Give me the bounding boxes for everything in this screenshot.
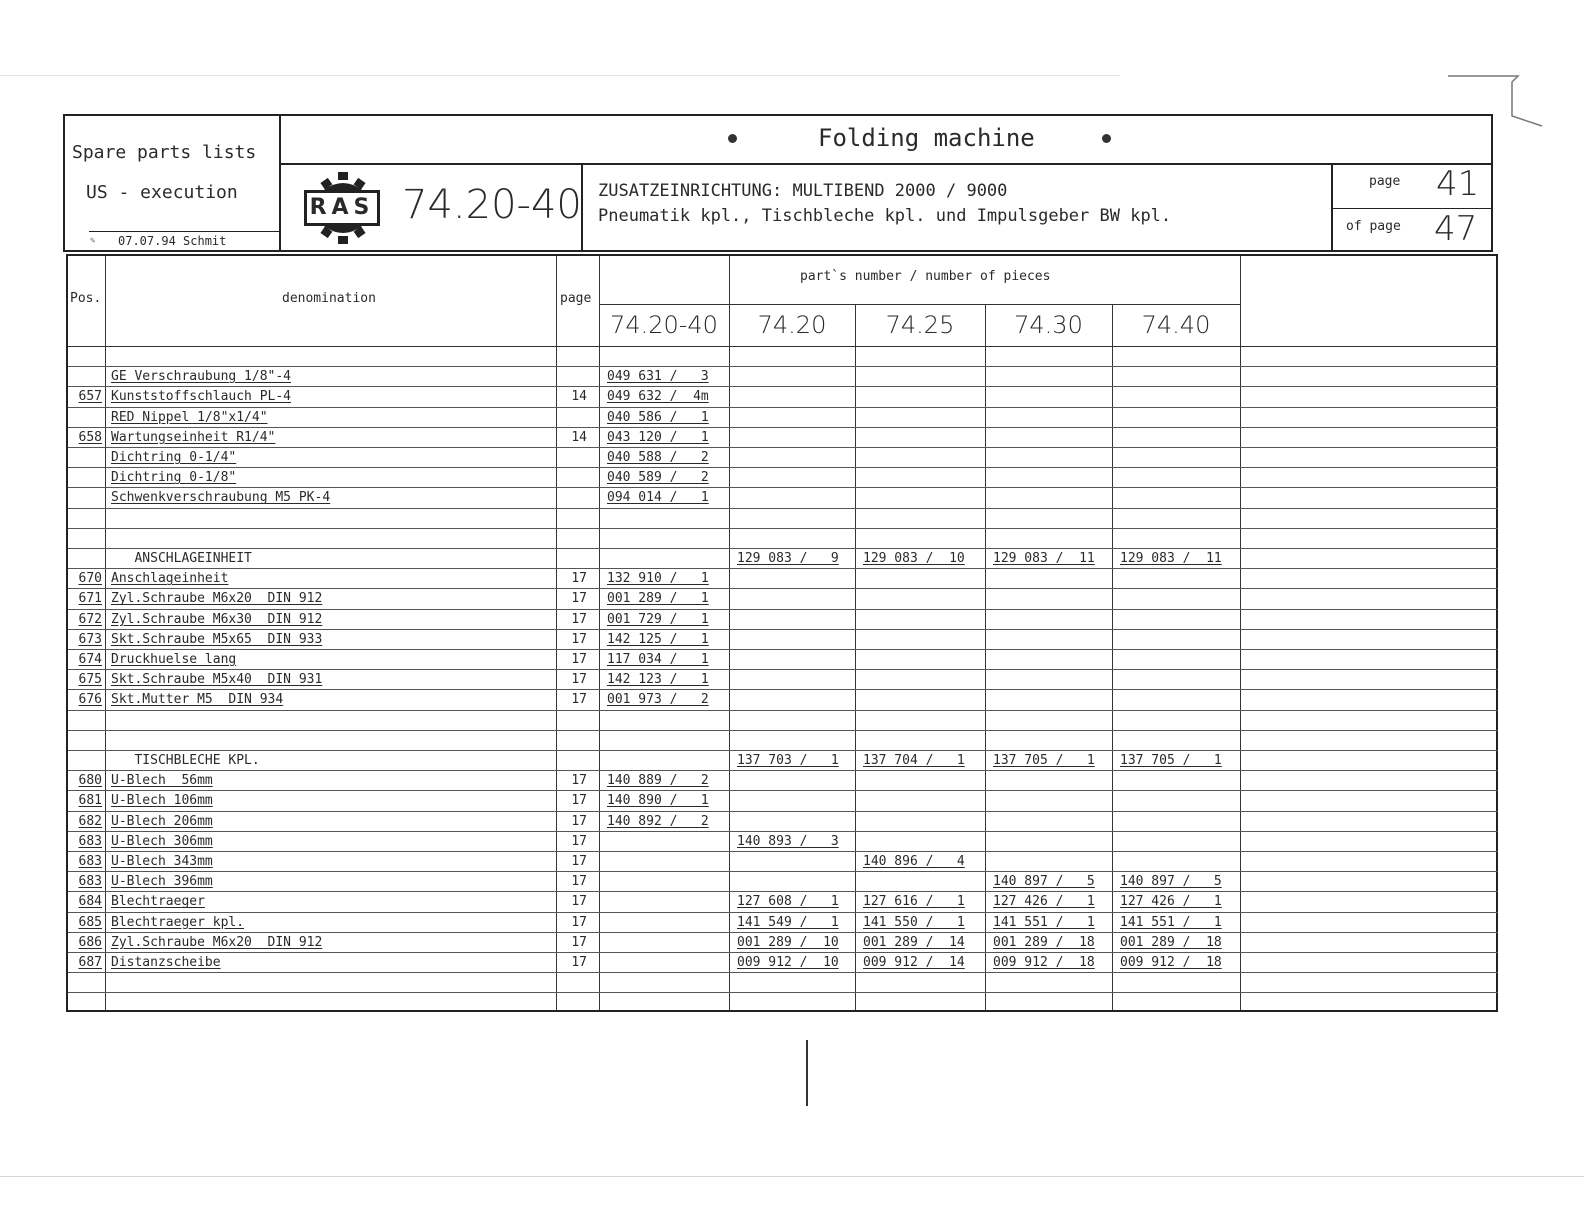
- table-row: [68, 366, 1498, 367]
- scan-artifact-line: [0, 1176, 1584, 1177]
- table-row: [68, 508, 1498, 509]
- table-row: [68, 831, 1498, 832]
- cell-part-number: 141 551 / 1: [993, 914, 1095, 930]
- cell-part-number: 140 897 / 5: [1120, 874, 1222, 890]
- bullet-icon: [728, 134, 737, 143]
- of-page-value: 47: [1434, 209, 1478, 249]
- cell-part-number: 137 704 / 1: [863, 753, 965, 768]
- cell-pos: 686: [78, 934, 102, 950]
- cell-part-number: 049 632 / 4m: [607, 389, 709, 405]
- cell-pos: 674: [78, 652, 102, 667]
- scan-mark: [806, 1040, 808, 1106]
- variant-header: 74.40: [1141, 311, 1211, 339]
- cell-denomination: Zyl.Schraube M6x20 DIN 912: [111, 591, 323, 607]
- cell-pos: 682: [78, 813, 102, 829]
- cell-part-number: 141 551 / 1: [1120, 914, 1222, 930]
- cell-denomination: Blechtraeger kpl.: [111, 914, 245, 930]
- table-row: [68, 851, 1498, 852]
- cell-denomination: TISCHBLECHE KPL.: [111, 753, 260, 768]
- cell-denomination: Dichtring 0-1/8": [111, 470, 237, 486]
- table-row: [68, 609, 1498, 610]
- of-page-label: of page: [1346, 219, 1401, 234]
- page-label: page: [1369, 174, 1401, 189]
- cell-denomination: Schwenkverschraubung M5 PK-4: [111, 490, 331, 506]
- cell-pos: 687: [78, 955, 102, 970]
- cell-part-number: 140 892 / 2: [607, 813, 709, 829]
- variant-header: 74.20-40: [610, 311, 718, 339]
- table-row: [68, 790, 1498, 791]
- cell-part-number: 009 912 / 18: [1120, 955, 1222, 970]
- cell-part-number: 117 034 / 1: [607, 652, 709, 667]
- cell-denomination: U-Blech 106mm: [111, 793, 213, 809]
- cell-part-number: 094 014 / 1: [607, 490, 709, 506]
- variant-header: 74.25: [885, 311, 955, 339]
- cell-part-number: 009 912 / 18: [993, 955, 1095, 970]
- ras-logo: RAS: [304, 190, 380, 226]
- parts-table: [66, 254, 1498, 1012]
- cell-part-number: 001 289 / 18: [993, 934, 1095, 950]
- cell-denomination: U-Blech 56mm: [111, 773, 213, 789]
- cell-pos: 671: [78, 591, 102, 607]
- cell-pos: 683: [78, 833, 102, 849]
- cell-denomination: Wartungseinheit R1/4": [111, 429, 276, 445]
- cell-part-number: 127 426 / 1: [1120, 894, 1222, 910]
- cell-part-number: 132 910 / 1: [607, 571, 709, 587]
- table-col-divider: [599, 256, 600, 1010]
- cell-page: 17: [571, 874, 587, 890]
- table-row: [68, 528, 1498, 529]
- cell-part-number: 140 890 / 1: [607, 793, 709, 809]
- cell-pos: 675: [78, 672, 102, 688]
- table-row: [68, 891, 1498, 892]
- table-row: [68, 992, 1498, 993]
- cell-part-number: 137 705 / 1: [993, 753, 1095, 768]
- col-header-page: page: [560, 291, 592, 306]
- cell-part-number: 009 912 / 14: [863, 955, 965, 970]
- cell-part-number: 127 616 / 1: [863, 894, 965, 910]
- cell-part-number: 001 729 / 1: [607, 611, 709, 627]
- cell-pos: 681: [78, 793, 102, 809]
- table-row: [68, 629, 1498, 630]
- cell-pos: 657: [78, 389, 102, 405]
- cell-pos: 676: [78, 692, 102, 708]
- table-row: [68, 649, 1498, 650]
- cell-denomination: Zyl.Schraube M6x20 DIN 912: [111, 934, 323, 950]
- table-col-divider: [1112, 304, 1113, 1010]
- cell-page: 17: [571, 934, 587, 950]
- table-row: [68, 871, 1498, 872]
- cell-part-number: 129 083 / 9: [737, 551, 839, 566]
- cell-pos: 680: [78, 773, 102, 789]
- cell-part-number: 129 083 / 11: [1120, 551, 1222, 566]
- variant-header: 74.20: [757, 311, 827, 339]
- cell-denomination: U-Blech 206mm: [111, 813, 213, 829]
- cell-pos: 683: [78, 854, 102, 869]
- table-row: [68, 912, 1498, 913]
- cell-page: 17: [571, 854, 587, 869]
- table-col-divider: [985, 304, 986, 1010]
- cell-page: 17: [571, 672, 587, 688]
- page-value: 41: [1436, 164, 1480, 204]
- scan-artifact-line: [0, 75, 1120, 76]
- cell-page: 17: [571, 793, 587, 809]
- description-line-2: Pneumatik kpl., Tischbleche kpl. und Impulsgeber BW kpl.: [598, 206, 1172, 226]
- cell-page: 17: [571, 652, 587, 667]
- date-author: 07.07.94 Schmit: [118, 234, 227, 248]
- cell-denomination: Zyl.Schraube M6x30 DIN 912: [111, 611, 323, 627]
- cell-denomination: Dichtring 0-1/4": [111, 450, 237, 465]
- cell-denomination: GE Verschraubung 1/8"-4: [111, 369, 292, 385]
- col-header-pos: Pos.: [70, 291, 102, 306]
- table-row: [68, 568, 1498, 569]
- cell-page: 14: [571, 429, 587, 445]
- cell-denomination: ANSCHLAGEINHEIT: [111, 551, 252, 566]
- table-col-divider: [1240, 256, 1241, 1010]
- cell-denomination: U-Blech 343mm: [111, 854, 213, 869]
- cell-pos: 683: [78, 874, 102, 890]
- cell-page: 17: [571, 571, 587, 587]
- cell-page: 17: [571, 611, 587, 627]
- table-row: [68, 952, 1498, 953]
- cell-part-number: 009 912 / 10: [737, 955, 839, 970]
- cell-denomination: Skt.Mutter M5 DIN 934: [111, 692, 284, 708]
- cell-part-number: 127 426 / 1: [993, 894, 1095, 910]
- cell-denomination: RED Nippel 1/8"x1/4": [111, 409, 268, 425]
- table-row: [68, 710, 1498, 711]
- pen-icon: ✎: [90, 236, 96, 246]
- cell-page: 17: [571, 894, 587, 910]
- cell-denomination: Druckhuelse lang: [111, 652, 237, 667]
- cell-part-number: 043 120 / 1: [607, 429, 709, 445]
- cell-part-number: 140 893 / 3: [737, 833, 839, 849]
- table-col-divider: [105, 256, 106, 1010]
- cell-page: 17: [571, 692, 587, 708]
- cell-part-number: 129 083 / 10: [863, 551, 965, 566]
- cell-part-number: 137 705 / 1: [1120, 753, 1222, 768]
- cell-page: 17: [571, 833, 587, 849]
- variant-header: 74.30: [1014, 311, 1083, 339]
- cell-part-number: 142 125 / 1: [607, 631, 709, 647]
- cell-part-number: 049 631 / 3: [607, 369, 709, 385]
- cell-part-number: 001 289 / 14: [863, 934, 965, 950]
- cell-page: 17: [571, 773, 587, 789]
- table-row: [68, 750, 1498, 751]
- cell-page: 17: [571, 631, 587, 647]
- cell-pos: 670: [78, 571, 102, 587]
- cell-part-number: 040 589 / 2: [607, 470, 709, 486]
- cell-denomination: U-Blech 306mm: [111, 833, 213, 849]
- col-header-denomination: denomination: [282, 291, 376, 306]
- table-row: [68, 972, 1498, 973]
- cell-part-number: 142 123 / 1: [607, 672, 709, 688]
- table-row: [68, 811, 1498, 812]
- cell-page: 17: [571, 591, 587, 607]
- table-header-divider: [599, 304, 1240, 305]
- cell-part-number: 137 703 / 1: [737, 753, 839, 768]
- cell-part-number: 040 586 / 1: [607, 409, 709, 425]
- table-row: [68, 588, 1498, 589]
- table-row: [68, 770, 1498, 771]
- table-row: [68, 487, 1498, 488]
- cell-page: 17: [571, 914, 587, 930]
- table-header-divider: [68, 346, 1498, 347]
- cell-part-number: 001 973 / 2: [607, 692, 709, 708]
- bullet-icon: [1102, 134, 1111, 143]
- table-col-divider: [855, 304, 856, 1010]
- cell-pos: 658: [78, 429, 102, 445]
- table-row: [68, 689, 1498, 690]
- cell-denomination: Blechtraeger: [111, 894, 205, 910]
- cell-part-number: 140 897 / 5: [993, 874, 1095, 890]
- execution-label: US - execution: [86, 182, 238, 203]
- table-row: [68, 407, 1498, 408]
- cell-denomination: Anschlageinheit: [111, 571, 229, 587]
- cell-pos: 684: [78, 894, 102, 910]
- cell-part-number: 001 289 / 18: [1120, 934, 1222, 950]
- cell-denomination: Kunststoffschlauch PL-4: [111, 389, 292, 405]
- table-row: [68, 932, 1498, 933]
- cell-page: 14: [571, 389, 587, 405]
- cell-part-number: 141 550 / 1: [863, 914, 965, 930]
- cell-part-number: 127 608 / 1: [737, 894, 839, 910]
- cell-pos: 685: [78, 914, 102, 930]
- cell-pos: 673: [78, 631, 102, 647]
- cell-part-number: 140 889 / 2: [607, 773, 709, 789]
- list-title: Spare parts lists: [72, 142, 257, 163]
- cell-denomination: U-Blech 396mm: [111, 874, 213, 890]
- table-row: [68, 447, 1498, 448]
- table-col-divider: [729, 256, 730, 1010]
- table-row: [68, 427, 1498, 428]
- table-row: [68, 467, 1498, 468]
- cell-page: 17: [571, 813, 587, 829]
- cell-part-number: 001 289 / 1: [607, 591, 709, 607]
- cell-part-number: 001 289 / 10: [737, 934, 839, 950]
- cell-part-number: 140 896 / 4: [863, 854, 965, 869]
- cell-part-number: 141 549 / 1: [737, 914, 839, 930]
- table-row: [68, 548, 1498, 549]
- machine-title: Folding machine: [818, 124, 1035, 152]
- cell-page: 17: [571, 955, 587, 970]
- cell-pos: 672: [78, 611, 102, 627]
- model-number: 74.20-40: [402, 182, 582, 228]
- col-header-parts-group: part`s number / number of pieces: [800, 269, 1051, 284]
- table-row: [68, 730, 1498, 731]
- cell-denomination: Skt.Schraube M5x65 DIN 933: [111, 631, 323, 647]
- table-row: [68, 669, 1498, 670]
- cell-denomination: Skt.Schraube M5x40 DIN 931: [111, 672, 323, 688]
- description-line-1: ZUSATZEINRICHTUNG: MULTIBEND 2000 / 9000: [598, 181, 1008, 201]
- table-row: [68, 386, 1498, 387]
- cell-part-number: 129 083 / 11: [993, 551, 1095, 566]
- cell-part-number: 040 588 / 2: [607, 450, 709, 465]
- cell-denomination: Distanzscheibe: [111, 955, 221, 970]
